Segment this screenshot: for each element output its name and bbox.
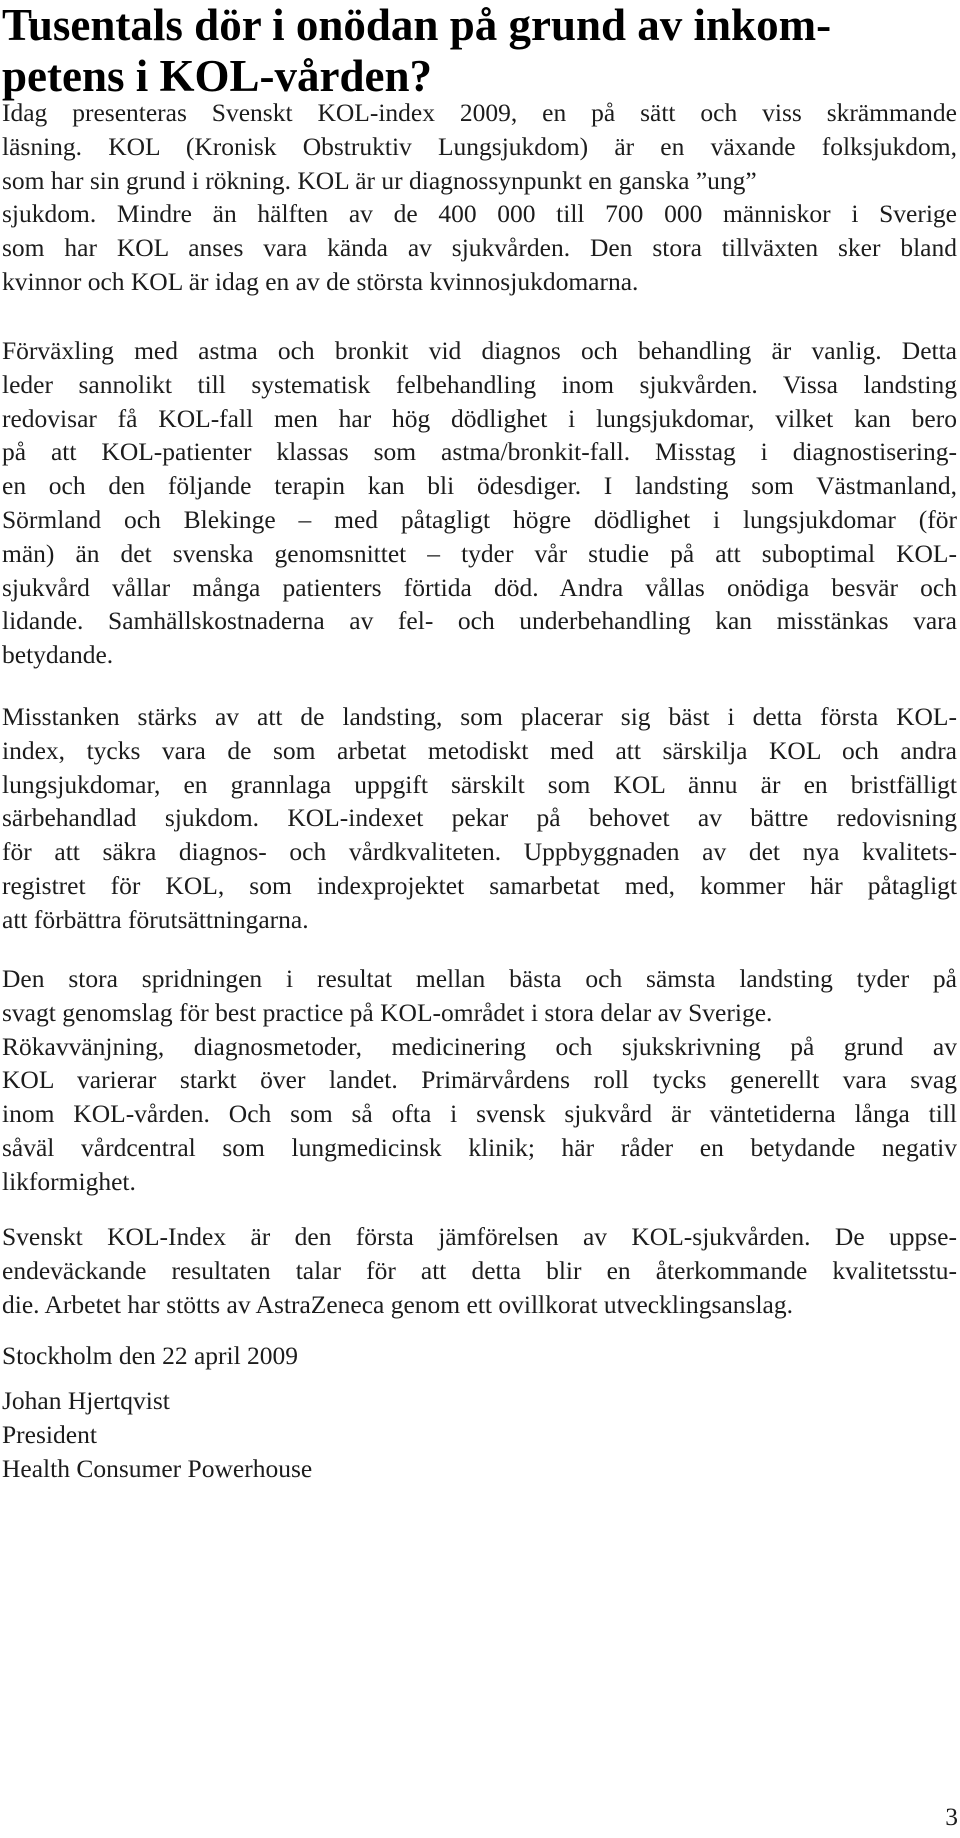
paragraph-line: som har KOL anses vara kända av sjukvården. Den stora tillväxten sker bland	[2, 233, 957, 263]
paragraph-line: betydande.	[2, 640, 114, 670]
paragraph-line: läsning. KOL (Kronisk Obstruktiv Lungsjukdom) är en växande folksjukdom,	[2, 131, 957, 161]
paragraph-line: män) än det svenska genomsnittet – tyder vår studie på att suboptimal KOL-	[2, 538, 957, 568]
paragraph-line: endeväckande resultaten talar för att detta blir en återkommande kvalitetsstu-	[2, 1255, 957, 1285]
dateline-text: Stockholm den 22 april 2009	[2, 1341, 299, 1370]
paragraph-line: svagt genomslag för best practice på KOL-området i stora delar av Sverige.	[2, 997, 773, 1027]
paragraph-line: KOL varierar starkt över landet. Primärvårdens roll tycks generellt vara svag	[2, 1065, 957, 1095]
paragraph-line: särbehandlad sjukdom. KOL-indexet pekar på behovet av bättre redovisning	[2, 803, 957, 833]
paragraph-suspicion	[2, 700, 957, 937]
paragraph-variation	[2, 962, 957, 1199]
paragraph-index	[2, 1220, 957, 1321]
paragraph-line: såväl vårdcentral som lungmedicinsk klinik; här råder en betydande negativ	[2, 1132, 957, 1162]
paragraph-diagnosis	[2, 334, 957, 672]
paragraph-line: som har sin grund i rökning. KOL är ur diagnossynpunkt en ganska ”ung”	[2, 165, 757, 195]
paragraph-line: Idag presenteras Svenskt KOL-index 2009, en på sätt och viss skrämmande	[2, 98, 957, 127]
paragraph-line: på att KOL-patienter klassas som astma/bronkit-fall. Misstag i diagnostisering-	[2, 437, 957, 467]
paragraph-line: inom KOL-vården. Och som så ofta i svensk sjukvård är väntetiderna långa till	[2, 1099, 957, 1129]
paragraph-line: Sörmland och Blekinge – med påtagligt högre dödlighet i lungsjukdomar (för	[2, 504, 957, 534]
paragraph-line: Svenskt KOL-Index är den första jämförelsen av KOL-sjukvården. De uppse-	[2, 1222, 957, 1251]
paragraph-line: Rökavvänjning, diagnosmetoder, medicinering och sjukskrivning på grund av	[2, 1031, 957, 1061]
signature-block	[2, 1384, 957, 1485]
paragraph-line: Misstanken stärks av att de landsting, som placerar sig bäst i detta första KOL-	[2, 702, 957, 731]
title-line: Tusentals dör i onödan på grund av inkom-	[2, 0, 832, 50]
page-number: 3	[945, 1802, 958, 1831]
paragraph-line: att förbättra förutsättningarna.	[2, 904, 309, 934]
paragraph-line: en och den följande terapin kan bli ödesdiger. I landsting som Västmanland,	[2, 471, 957, 501]
paragraph-line: sjukvård vållar många patienters förtida död. Andra vållas onödiga besvär och	[2, 572, 957, 602]
signature-title: President	[2, 1419, 97, 1449]
paragraph-line: registret för KOL, som indexprojektet samarbetat med, kommer här påtagligt	[2, 870, 957, 900]
paragraph-line: sjukdom. Mindre än hälften av de 400 000 till 700 000 människor i Sverige	[2, 199, 957, 229]
paragraph-line: lidande. Samhällskostnaderna av fel- och underbehandling kan misstänkas vara	[2, 606, 957, 636]
paragraph-line: kvinnor och KOL är idag en av de största kvinnosjukdomarna.	[2, 266, 639, 296]
signature-name: Johan Hjertqvist	[2, 1386, 170, 1415]
paragraph-line: redovisar få KOL-fall men har hög dödlighet i lungsjukdomar, vilket kan bero	[2, 403, 957, 433]
paragraph-line: Förväxling med astma och bronkit vid diagnos och behandling är vanlig. Detta	[2, 336, 957, 365]
paragraph-line: die. Arbetet har stötts av AstraZeneca genom ett ovillkorat utvecklingsanslag.	[2, 1289, 793, 1319]
paragraph-line: leder sannolikt till systematisk felbehandling inom sjukvården. Vissa landsting	[2, 369, 957, 399]
paragraph-line: Den stora spridningen i resultat mellan bästa och sämsta landsting tyder på	[2, 964, 957, 993]
page-title	[2, 0, 952, 102]
paragraph-line: för att säkra diagnos- och vårdkvaliteten. Uppbyggnaden av det nya kvalitets-	[2, 837, 957, 867]
paragraph-line: lungsjukdomar, en grannlaga uppgift särskilt som KOL ännu är en bristfälligt	[2, 769, 957, 799]
intro-paragraph	[2, 96, 957, 299]
signature-organization: Health Consumer Powerhouse	[2, 1453, 313, 1483]
paragraph-line: index, tycks vara de som arbetat metodiskt med att särskilja KOL och andra	[2, 735, 957, 765]
dateline	[2, 1339, 957, 1373]
title-line: petens i KOL-vården?	[2, 51, 433, 101]
paragraph-line: likformighet.	[2, 1166, 136, 1196]
